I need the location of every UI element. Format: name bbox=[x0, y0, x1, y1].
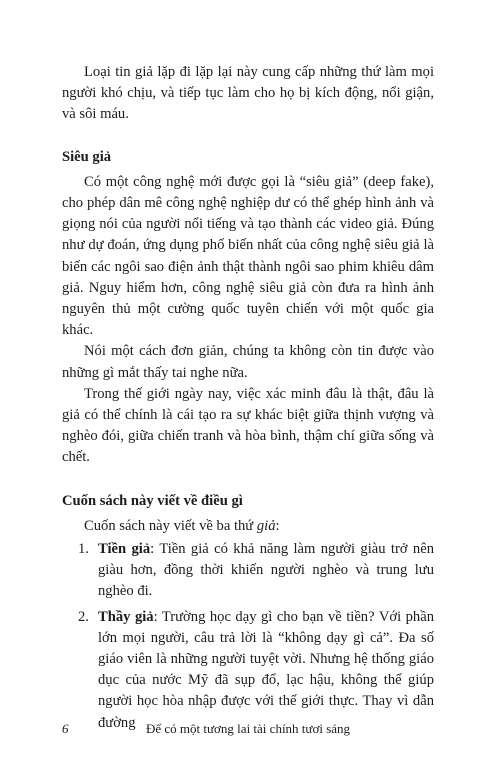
list-item-text: : Tiền giả có khả năng làm người giàu trở nên giàu hơn, đồng thời khiến người nghèo và trung lưu nghèo đi. bbox=[98, 541, 434, 600]
page-footer bbox=[0, 721, 491, 743]
book-about-intro-suffix: : bbox=[275, 517, 280, 534]
three-fakes-list bbox=[62, 539, 434, 734]
section-heading-book-about: Cuốn sách này viết về điều gì bbox=[62, 492, 243, 509]
running-title: Để có một tương lai tài chính tươi sáng bbox=[146, 721, 351, 736]
book-about-intro-prefix: Cuốn sách này viết về ba thứ bbox=[84, 517, 257, 534]
paragraph-simply-put: Nói một cách đơn giản, chúng ta không còn tin được vào những gì mắt thấy tai nghe nữa. bbox=[62, 343, 434, 381]
paragraph-today-world: Trong thế giới ngày nay, việc xác minh đâu là thật, đâu là giả có thể chính là cái tạo ra sự khác biệt giữa thịnh vượng và nghèo đói, giữa chiến tranh và hòa bình, thậm chí giữa sống và chết. bbox=[62, 385, 434, 466]
list-item-number: 2. bbox=[78, 608, 89, 625]
page-content bbox=[62, 62, 434, 738]
page-number: 6 bbox=[62, 721, 69, 736]
list-item bbox=[62, 539, 434, 603]
list-item bbox=[62, 607, 434, 734]
list-item-text: : Trường học dạy gì cho bạn về tiền? Với phần lớn mọi người, câu trả lời là “không dạy gì cả”. Đa số giáo viên là những người tuyệt vời. Nhưng hệ thống giáo dục của nước Mỹ đã sụp đổ, lạc hậu, không thể giúp người học hòa nhập được với thế giới thực. Thay vì dẫn đường bbox=[98, 608, 434, 731]
book-about-intro bbox=[62, 516, 434, 537]
book-about-intro-emphasis: giả bbox=[256, 517, 276, 534]
paragraph-deep-fake: Có một công nghệ mới được gọi là “siêu giả” (deep fake), cho phép dân mê công nghệ nghiệp dư có thể ghép hình ảnh và giọng nói của người nổi tiếng và tạo thành các video giả. Đúng như dự đoán, ứng dụng phổ biến nhất của công nghệ siêu giả là biến các ngôi sao điện ảnh thật thành ngôi sao phim khiêu dâm giả. Nguy hiểm hơn, công nghệ siêu giả còn đưa ra hình ảnh nguyên thủ một cường quốc tuyên chiến với một quốc gia khác. bbox=[62, 173, 434, 339]
list-item-term: Thầy giả bbox=[98, 608, 154, 625]
list-item-term: Tiền giả bbox=[98, 541, 151, 558]
list-item-number: 1. bbox=[78, 541, 89, 558]
intro-paragraph: Loại tin giả lặp đi lặp lại này cung cấp những thứ làm mọi người khó chịu, và tiếp tục làm cho họ bị kích động, nổi giận, và sôi máu. bbox=[62, 64, 434, 123]
section-heading-sieu-gia: Siêu giả bbox=[62, 148, 112, 165]
